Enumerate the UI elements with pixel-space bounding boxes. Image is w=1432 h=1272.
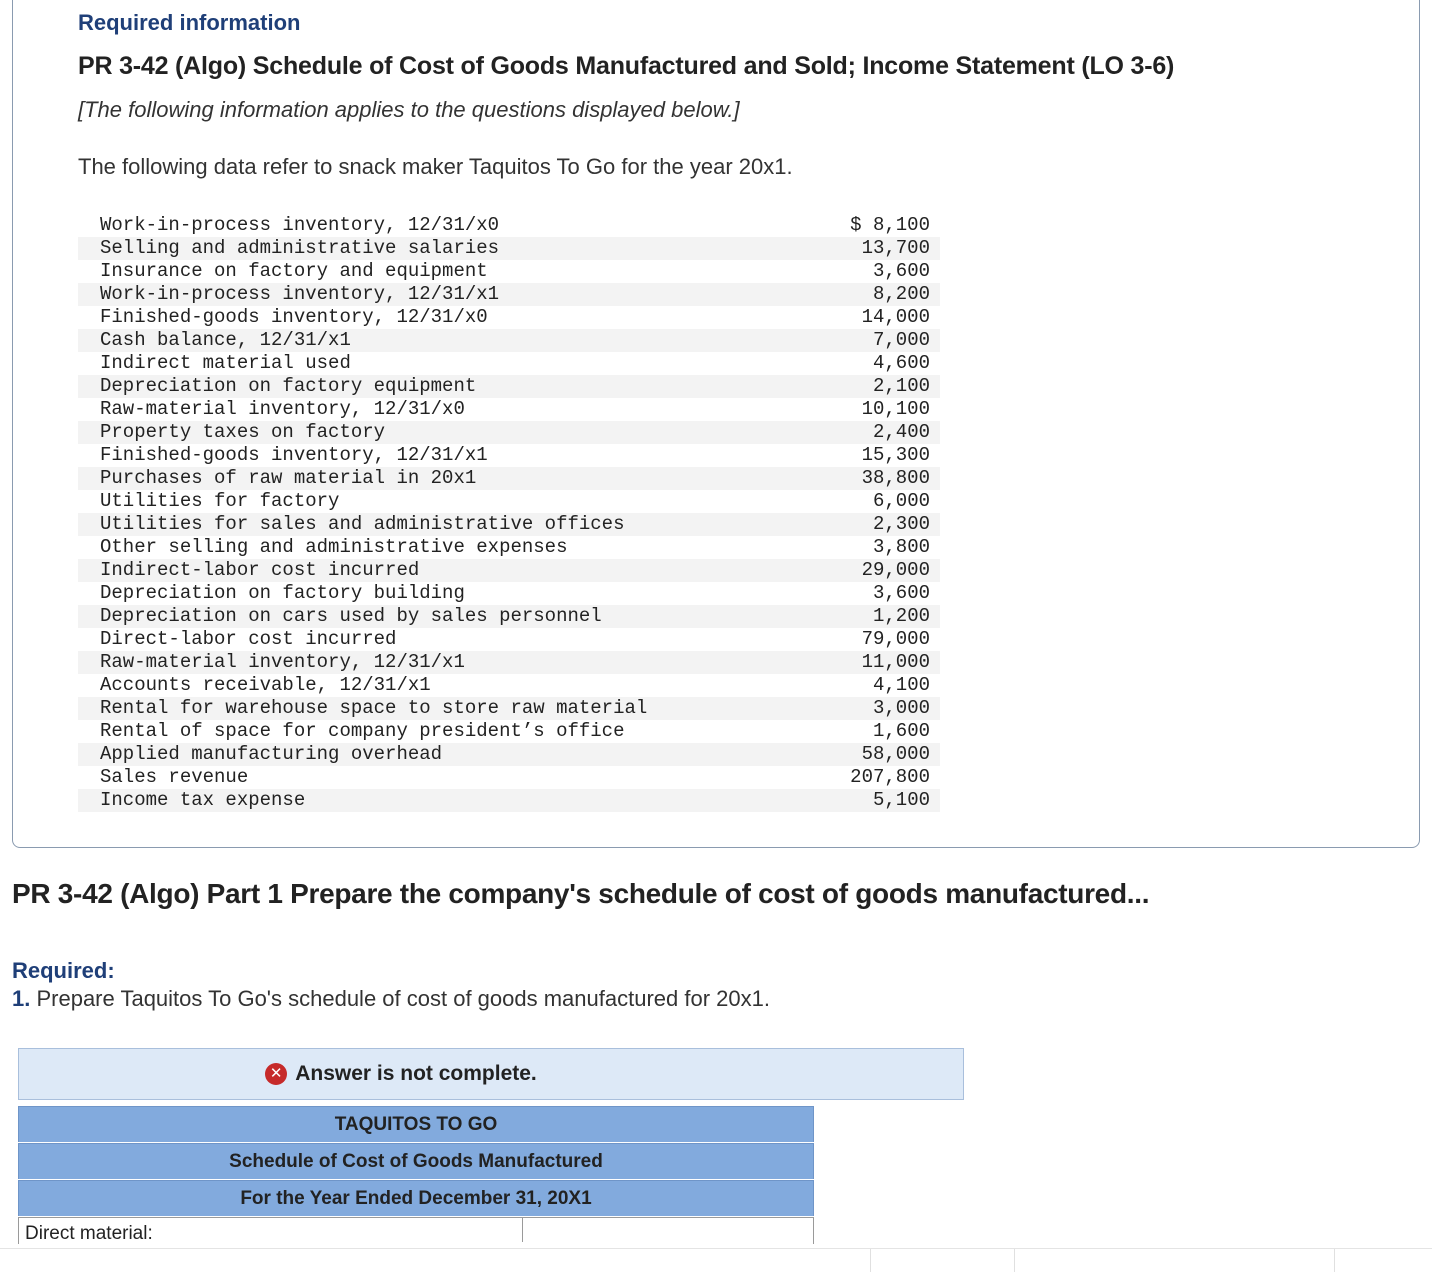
data-row-value: 11,000 [861, 651, 930, 673]
data-row-value: 13,700 [861, 237, 930, 259]
data-row-label: Depreciation on factory building [100, 582, 465, 604]
data-row-label: Income tax expense [100, 789, 306, 811]
data-row-value: 207,800 [850, 766, 930, 788]
data-row-value: 5,100 [872, 789, 930, 811]
data-row-label: Cash balance, 12/31/x1 [100, 329, 351, 351]
data-row [78, 283, 940, 306]
data-row [78, 398, 940, 421]
data-row-value: 6,000 [872, 490, 930, 512]
data-row [78, 720, 940, 743]
data-row [78, 237, 940, 260]
data-row [78, 628, 940, 651]
data-row-label: Applied manufacturing overhead [100, 743, 443, 765]
data-row-label: Work-in-process inventory, 12/31/x0 [100, 214, 500, 236]
data-row-label: Other selling and administrative expenses [100, 536, 568, 558]
data-row-value: $ 8,100 [850, 214, 930, 236]
data-row-label: Accounts receivable, 12/31/x1 [100, 674, 431, 696]
data-row-value: 15,300 [861, 444, 930, 466]
data-row [78, 766, 940, 789]
data-row-value: 7,000 [872, 329, 930, 351]
toolbar-divider [1334, 1249, 1335, 1272]
schedule-table [18, 1106, 814, 1244]
data-row-label: Direct-labor cost incurred [100, 628, 397, 650]
data-row-label: Selling and administrative salaries [100, 237, 500, 259]
data-row-label: Indirect-labor cost incurred [100, 559, 420, 581]
data-row-value: 3,600 [872, 260, 930, 282]
data-row-value: 3,600 [872, 582, 930, 604]
data-row [78, 467, 940, 490]
data-row-value: 2,100 [872, 375, 930, 397]
required-item-number: 1. [12, 986, 31, 1011]
bottom-toolbar [0, 1248, 1432, 1272]
data-row [78, 674, 940, 697]
data-row-label: Raw-material inventory, 12/31/x1 [100, 651, 465, 673]
required-label: Required: [12, 958, 115, 983]
data-row [78, 214, 940, 237]
data-row-value: 10,100 [861, 398, 930, 420]
data-row-label: Raw-material inventory, 12/31/x0 [100, 398, 465, 420]
data-row-value: 3,000 [872, 697, 930, 719]
data-row [78, 743, 940, 766]
data-row-value: 4,100 [872, 674, 930, 696]
schedule-period: For the Year Ended December 31, 20X1 [18, 1180, 814, 1216]
data-row-value: 29,000 [861, 559, 930, 581]
schedule-row-label: Direct material: [25, 1223, 153, 1244]
data-row-label: Utilities for sales and administrative offices [100, 513, 625, 535]
required-item [12, 986, 770, 1012]
data-row [78, 605, 940, 628]
data-row-label: Rental of space for company president’s office [100, 720, 625, 742]
data-row-value: 1,200 [872, 605, 930, 627]
schedule-company-name: TAQUITOS TO GO [18, 1106, 814, 1142]
data-row-value: 4,600 [872, 352, 930, 374]
data-row-label: Property taxes on factory [100, 421, 386, 443]
data-row [78, 375, 940, 398]
intro-text: The following data refer to snack maker Taquitos To Go for the year 20x1. [78, 154, 793, 179]
data-row [78, 697, 940, 720]
data-row-label: Depreciation on factory equipment [100, 375, 477, 397]
data-row-label: Purchases of raw material in 20x1 [100, 467, 477, 489]
data-row [78, 260, 940, 283]
data-row-label: Sales revenue [100, 766, 249, 788]
data-row-label: Indirect material used [100, 352, 351, 374]
data-row-value: 14,000 [861, 306, 930, 328]
data-row [78, 352, 940, 375]
schedule-amount-input[interactable] [522, 1218, 668, 1242]
data-row-label: Work-in-process inventory, 12/31/x1 [100, 283, 500, 305]
data-row-value: 8,200 [872, 283, 930, 305]
data-row-label: Insurance on factory and equipment [100, 260, 488, 282]
data-row [78, 536, 940, 559]
data-row [78, 421, 940, 444]
answer-status-text: Answer is not complete. [295, 1062, 537, 1085]
answer-status-banner [18, 1048, 964, 1100]
x-circle-icon: ✕ [265, 1063, 287, 1085]
data-row [78, 306, 940, 329]
data-row-value: 79,000 [861, 628, 930, 650]
schedule-total-input[interactable] [667, 1218, 813, 1242]
schedule-row [18, 1217, 814, 1244]
data-row [78, 559, 940, 582]
data-row-label: Utilities for factory [100, 490, 340, 512]
required-information-heading: Required information [78, 10, 301, 35]
data-row [78, 582, 940, 605]
data-row [78, 490, 940, 513]
toolbar-divider [870, 1249, 871, 1272]
data-row-label: Finished-goods inventory, 12/31/x1 [100, 444, 488, 466]
problem-title: PR 3-42 (Algo) Schedule of Cost of Goods Manufactured and Sold; Income Statement (LO 3-6) [78, 52, 1175, 80]
data-row-value: 58,000 [861, 743, 930, 765]
data-row [78, 789, 940, 812]
toolbar-divider [1014, 1249, 1015, 1272]
schedule-title: Schedule of Cost of Goods Manufactured [18, 1143, 814, 1179]
data-row-value: 1,600 [872, 720, 930, 742]
applies-note: [The following information applies to the questions displayed below.] [78, 97, 740, 122]
data-row [78, 513, 940, 536]
data-row-value: 2,300 [872, 513, 930, 535]
data-row [78, 444, 940, 467]
data-row-label: Finished-goods inventory, 12/31/x0 [100, 306, 488, 328]
data-row-value: 3,800 [872, 536, 930, 558]
data-row-label: Rental for warehouse space to store raw material [100, 697, 648, 719]
data-row-value: 2,400 [872, 421, 930, 443]
data-row [78, 651, 940, 674]
required-item-text: Prepare Taquitos To Go's schedule of cost of goods manufactured for 20x1. [30, 986, 770, 1011]
part-title: PR 3-42 (Algo) Part 1 Prepare the company's schedule of cost of goods manufactured... [12, 878, 1150, 909]
data-row-value: 38,800 [861, 467, 930, 489]
data-row [78, 329, 940, 352]
data-row-label: Depreciation on cars used by sales personnel [100, 605, 602, 627]
data-table [78, 214, 940, 812]
